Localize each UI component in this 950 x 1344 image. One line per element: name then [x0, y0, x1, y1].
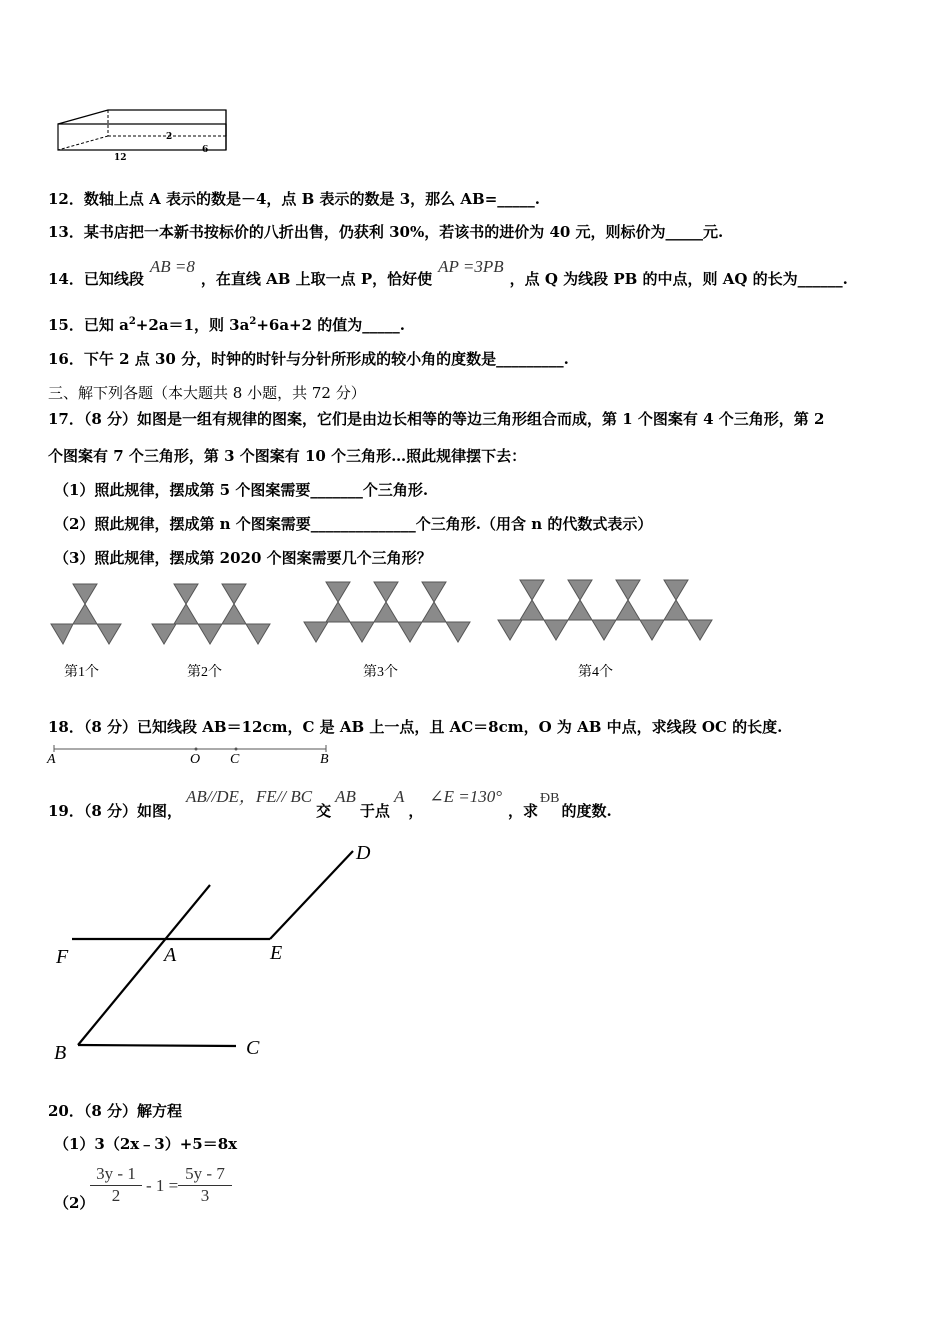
q19-w5: 的度数. [561, 802, 612, 820]
pattern-3 [304, 582, 470, 642]
question-17-sub1: （1）照此规律，摆成第 5 个图案需要_______个三角形. [54, 481, 429, 499]
pattern-1 [51, 584, 121, 644]
caption-pattern-1: 第1个 [64, 665, 99, 680]
q19-w4: ，求 [508, 802, 539, 820]
question-18: 18．（8 分）已知线段 AB＝12cm，C 是 AB 上一点，且 AC＝8cm，O 为 AB 中点，求线段 OC 的长度. [48, 718, 783, 736]
segment-point-b: B [320, 752, 329, 767]
question-19 [48, 782, 612, 822]
question-17-line2: 个图案有 7 个三角形，第 3 个图案有 10 个三角形…照此规律摆下去： [48, 447, 527, 465]
q15-sup1: 2 [128, 316, 136, 327]
segment-point-a: A [47, 752, 56, 767]
pattern-4 [498, 580, 712, 640]
q19-w1: 交 [316, 802, 332, 820]
caption-pattern-4: 第4个 [578, 665, 613, 680]
fraction-1 [90, 1164, 142, 1206]
q15-prefix: 15．已知 a [48, 316, 129, 334]
box-figure [50, 104, 240, 166]
segment-point-o: O [190, 752, 201, 767]
label-a: A [164, 944, 177, 966]
label-f: F [56, 946, 69, 968]
question-20-sub1: （1）3（2x﹣3）+5＝8x [54, 1135, 238, 1153]
q20-mid: - 1 = [146, 1176, 179, 1195]
q15-mid: +2a＝1，则 3a [135, 316, 250, 334]
box-height-label: 2 [166, 132, 173, 142]
q15-sup2: 2 [249, 316, 257, 327]
fraction-2-denominator: 3 [200, 1186, 210, 1205]
question-17-sub2: （2）照此规律，摆成第 n 个图案需要______________个三角形.（用含 n 的代数式表示） [54, 515, 653, 533]
q19-expr-a: A [393, 787, 405, 806]
caption-pattern-3: 第3个 [363, 665, 398, 680]
parallel-lines-figure [40, 840, 380, 1070]
q19-prefix: 19．（8 分）如图， [48, 802, 183, 820]
label-b: B [54, 1042, 67, 1064]
fraction-2 [178, 1164, 232, 1206]
fraction-2-numerator: 5y - 7 [178, 1164, 232, 1186]
q19-w2: 于点 [359, 802, 390, 820]
question-14 [48, 256, 848, 296]
q14-expr-ap: AP =3PB [438, 257, 504, 276]
question-15 [48, 314, 405, 335]
question-20-title: 20．（8 分）解方程 [48, 1102, 183, 1120]
q14-prefix: 14．已知线段 [48, 270, 144, 288]
question-17-sub3: （3）照此规律，摆成第 2020 个图案需要几个三角形？ [54, 549, 432, 567]
q19-expr-parallel: AB//DE，FE// BC [186, 787, 313, 806]
question-12: 12．数轴上点 A 表示的数是－4，点 B 表示的数是 3，那么 AB=_____. [48, 190, 541, 208]
box-width-label: 6 [202, 145, 209, 155]
label-e: E [270, 942, 283, 964]
q19-w3: ， [408, 802, 424, 820]
q20-sub2-label: （2） [54, 1194, 95, 1212]
fraction-1-numerator: 3y - 1 [90, 1164, 142, 1186]
label-d: D [356, 842, 371, 864]
label-c: C [246, 1037, 260, 1059]
q14-expr-ab: AB =8 [149, 257, 195, 276]
fraction-1-denominator: 2 [111, 1186, 121, 1205]
q14-mid: ，在直线 AB 上取一点 P，恰好使 [200, 270, 433, 288]
section-3-title: 三、解下列各题（本大题共 8 小题，共 72 分） [48, 384, 366, 402]
caption-pattern-2: 第2个 [187, 665, 222, 680]
box-length-label: 12 [114, 153, 127, 163]
question-17-line1: 17．（8 分）如图是一组有规律的图案，它们是由边长相等的等边三角形组合而成，第 1 个图案有 4 个三角形，第 2 [48, 410, 825, 428]
q15-suffix: +6a+2 的值为_____. [256, 316, 405, 334]
question-16: 16．下午 2 点 30 分，时钟的时针与分针所形成的较小角的度数是_________. [48, 350, 569, 368]
q19-expr-b: ÐB [540, 791, 560, 806]
segment-point-c: C [230, 752, 240, 767]
q19-expr-angle: ∠E =130° [429, 787, 502, 806]
q14-suffix: ，点 Q 为线段 PB 的中点，则 AQ 的长为______. [509, 270, 848, 288]
question-13: 13．某书店把一本新书按标价的八折出售，仍获利 30%，若该书的进价为 40 元，则标价为_____元. [48, 223, 724, 241]
triangle-patterns [40, 578, 720, 648]
pattern-2 [152, 584, 270, 644]
q19-expr-ab: AB [335, 787, 356, 806]
